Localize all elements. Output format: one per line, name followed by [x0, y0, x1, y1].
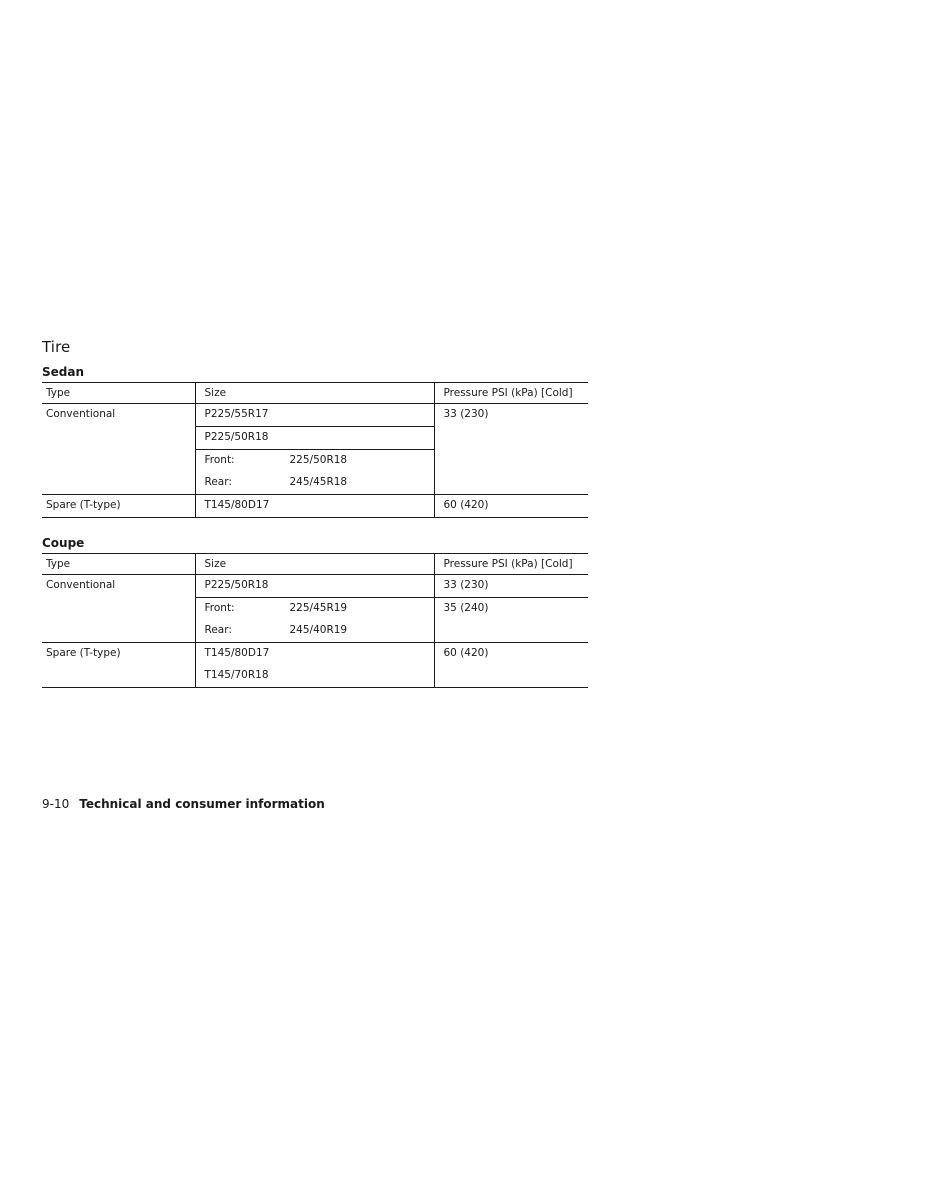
- table-row: [42, 575, 588, 598]
- header-pressure: Pressure PSI (kPa) [Cold]: [434, 383, 588, 404]
- type-cell: Conventional: [42, 404, 195, 495]
- rear-size: 245/45R18: [289, 475, 348, 488]
- header-size: Size: [195, 383, 434, 404]
- sedan-heading: Sedan: [42, 365, 85, 379]
- header-type: Type: [42, 383, 195, 404]
- front-label: Front:: [204, 602, 235, 614]
- rear-size: 245/40R19: [289, 623, 348, 636]
- header-type: Type: [42, 554, 195, 575]
- header-pressure: Pressure PSI (kPa) [Cold]: [434, 554, 588, 575]
- header-size: Size: [195, 554, 434, 575]
- coupe-heading: Coupe: [42, 536, 85, 550]
- pressure-cell: 33 (230): [434, 575, 588, 598]
- front-size: 225/45R19: [289, 602, 348, 614]
- size-cell: T145/80D17: [195, 643, 434, 665]
- rear-label: Rear:: [204, 623, 232, 636]
- pressure-cell: 33 (230): [443, 408, 489, 420]
- size-cell: P225/50R18: [195, 427, 434, 450]
- table-row: [42, 495, 588, 518]
- page-number: 9-10: [42, 797, 70, 811]
- sedan-tire-table: [42, 382, 588, 518]
- footer-title: Technical and consumer information: [79, 797, 325, 811]
- size-cell: P225/50R18: [195, 575, 434, 598]
- page-footer: [42, 797, 325, 811]
- section-title: Tire: [42, 338, 71, 356]
- table-row: [42, 404, 588, 427]
- size-cell: T145/70R18: [195, 665, 434, 688]
- type-cell: Conventional: [42, 575, 195, 643]
- pressure-cell: 60 (420): [434, 643, 588, 688]
- table-header-row: [42, 554, 588, 575]
- type-cell: Spare (T-type): [42, 495, 195, 518]
- rear-label: Rear:: [204, 475, 232, 488]
- size-cell: [195, 620, 434, 643]
- size-cell: [195, 472, 434, 495]
- table-row: [42, 643, 588, 665]
- table-header-row: [42, 383, 588, 404]
- pressure-cell: 60 (420): [434, 495, 588, 518]
- pressure-cell: 35 (240): [443, 602, 489, 614]
- coupe-tire-table: [42, 553, 588, 688]
- size-cell: [195, 598, 434, 620]
- front-size: 225/50R18: [289, 454, 348, 466]
- type-cell: Spare (T-type): [42, 643, 195, 688]
- front-label: Front:: [204, 454, 235, 466]
- size-cell: T145/80D17: [195, 495, 434, 518]
- size-cell: [195, 450, 434, 472]
- size-cell: P225/55R17: [195, 404, 434, 427]
